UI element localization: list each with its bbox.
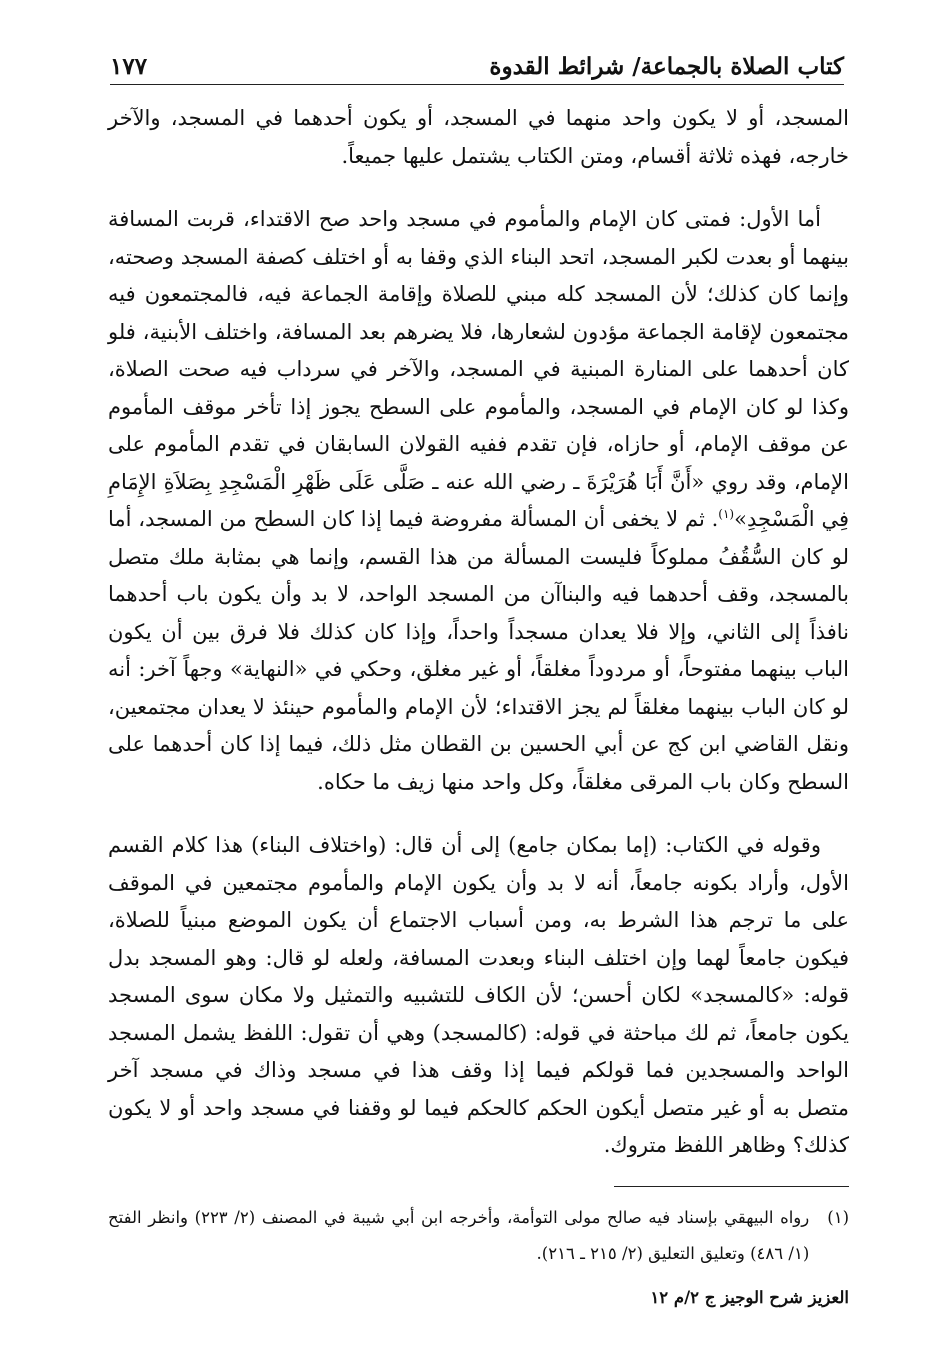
running-title: كتاب الصلاة بالجماعة/ شرائط القدوة bbox=[489, 53, 844, 80]
paragraph-2-part-1: أما الأول: فمتى كان الإمام والمأموم في مسجد واحد صح الاقتداء، قربت المسافة بينهما أو بعدت لكبر المسجد، اتحد البناء الذي وقفا به أو اختلف كصفة المسجد وصحته، وإنما كان كذلك؛ لأن المسجد كله مبني للصلاة وإقامة الجماعة فيه، فالمجتمعون فيه مجتمعون لإقامة الجماعة مؤدون لشعارها، فلا يضرهم بعد المسافة، واختلف الأبنية، فلو كان أحدهما على المنارة المبنية في المسجد، والآخر في سرداب فيه صحت الصلاة، وكذا لو كان الإمام في المسجد، والمأموم على السطح يجوز إذا تأخر موقف المأموم عن موقف الإمام، أو حازاه، فإن تقدم ففيه القولان السابقان في تقدم المأموم على الإمام، وقد روي «أَنَّ أَبَا هُرَيْرَةَ ـ رضي الله عنه ـ صَلَّى عَلَى ظَهْرِ الْمَسْجِدِ بِصَلاَةِ الإِمَامِ فِي الْمَسْجِدِ» bbox=[108, 207, 849, 531]
paragraph-spacer bbox=[108, 175, 849, 201]
paragraph-spacer bbox=[108, 801, 849, 827]
paragraph-3: وقوله في الكتاب: (إما بمكان جامع) إلى أن قال: (واختلاف البناء) هذا كلام القسم الأول، وأراد بكونه جامعاً، أنه لا بد وأن يكون الإمام والمأموم مجتمعين في الموقف على ما ترجم هذا الشرط به، ومن أسباب الاجتماع أن يكون الموضع مبنياً للصلاة، فيكون جامعاً لهما وإن اختلف البناء وبعدت المسافة، ولعله لو قال: وهو المسجد بدل قوله: «كالمسجد» لكان أحسن؛ لأن الكاف للتشبيه والتمثيل ولا مكان سوى المسجد يكون جامعاً، ثم لك مباحثة في قوله: (كالمسجد) وهي أن تقول: اللفظ يشمل المسجد الواحد والمسجدين فما قولكم فيما إذا وقف هذا في مسجد وذاك في مسجد آخر متصل به أو غير متصل أيكون الحكم كالحكم فيما لو وقفنا في مسجد واحد أو لا يكون كذلك؟ وظاهر اللفظ متروك. bbox=[108, 833, 849, 1157]
header-rule bbox=[110, 84, 844, 85]
footnote-item bbox=[108, 1200, 849, 1272]
page-header bbox=[110, 36, 844, 80]
footnote-text: رواه البيهقي بإسناد فيه صالح مولى التوأمة، وأخرجه ابن أبي شيبة في المصنف (٢/ ٢٢٣) وانظر الفتح (١/ ٤٨٦) وتعليق التعليق (٢/ ٢١٥ ـ ٢١٦). bbox=[108, 1208, 810, 1263]
footnotes bbox=[108, 1200, 849, 1272]
footnote-number: (١) bbox=[827, 1208, 849, 1227]
footnote-rule bbox=[614, 1186, 849, 1187]
signature-mark: العزيز شرح الوجيز ج ٢/م ١٢ bbox=[650, 1288, 849, 1307]
page-number: ١٧٧ bbox=[110, 53, 148, 80]
main-text bbox=[108, 100, 849, 1165]
paragraph-2-part-2: . ثم لا يخفى أن المسألة مفروضة فيما إذا كان السطح من المسجد، أما لو كان السُّقُفُ مملوكاً فليست المسألة من هذا القسم، وإنما هي بمثابة ملك متصل بالمسجد، وقف أحدهما فيه والبناآن من المسجد الواحد، لا بد وأن يكون باب أحدهما نافذاً إلى الثاني، وإلا فلا يعدان مسجداً واحداً، وإذا كان كذلك فلا فرق بين أن يكون الباب بينهما مفتوحاً، أو مردوداً مغلقاً، أو غير مغلق، وحكي في «النهاية» وجهاً آخر: أنه لو كان الباب بينهما مغلقاً لم يجز الاقتداء؛ لأن الإمام والمأموم حينئذ لا يعدان مجتمعين، ونقل القاضي ابن كج عن أبي الحسين بن القطان مثل ذلك، فيما إذا كان أحدهما على السطح وكان باب المرقى مغلقاً، وكل واحد منها زيف ما حكاه. bbox=[108, 507, 849, 794]
paragraph-1: المسجد، أو لا يكون واحد منهما في المسجد، أو يكون أحدهما في المسجد، والآخر خارجه، فهذه ثلاثة أقسام، ومتن الكتاب يشتمل عليها جميعاً. bbox=[108, 106, 849, 168]
footnote-reference[interactable]: (١) bbox=[718, 507, 735, 521]
paragraph-2 bbox=[108, 201, 849, 801]
